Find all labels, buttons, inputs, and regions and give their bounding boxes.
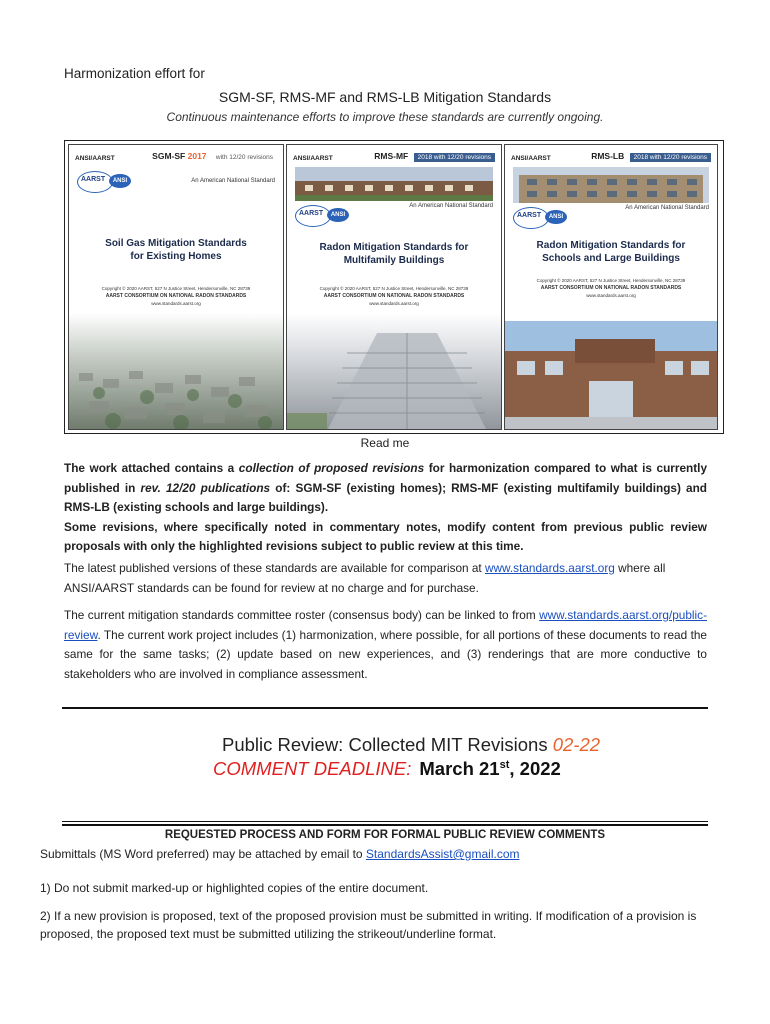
cover-code-line <box>152 151 277 161</box>
cover-revision: with 12/20 revisions <box>649 154 707 161</box>
cover-consortium: AARST CONSORTIUM ON NATIONAL RADON STANDARDS <box>105 293 247 300</box>
published-versions-paragraph <box>64 559 707 598</box>
cover-copyright-block <box>77 285 275 307</box>
cover-rms-lb <box>504 144 718 430</box>
para-text: The work attached contains a <box>64 461 239 475</box>
cover-url: www.standards.aarst.org <box>586 293 636 299</box>
submittals-text: Submittals (MS Word preferred) may be attached by email to <box>40 847 366 861</box>
standards-link[interactable]: www.standards.aarst.org <box>485 561 615 575</box>
cover-year: 2017 <box>187 151 207 161</box>
cover-title-line: Radon Mitigation Standards for <box>319 242 469 253</box>
divider <box>62 821 708 822</box>
cover-revision: with 12/20 revisions <box>215 154 273 161</box>
cover-copyright: Copyright © 2020 AARST, 527 N Justice Street, Hendersonville, NC 28739 <box>319 286 469 291</box>
cover-revision: with 12/20 revisions <box>433 154 491 161</box>
cover-header <box>511 151 711 167</box>
cover-year-band <box>630 153 711 162</box>
para-text: of: SGM-SF (existing homes); RMS-MF (existing multifamily buildings) and RMS-LB (existing schools and large buildings). <box>64 480 708 514</box>
document-title: SGM-SF, RMS-MF and RMS-LB Mitigation Standards <box>218 89 552 105</box>
instruction-item-1: 1) Do not submit marked-up or highlighted copies of the entire document. <box>40 881 429 895</box>
deadline-label: COMMENT DEADLINE: <box>213 758 412 779</box>
cover-sgm-sf <box>68 144 284 430</box>
comment-deadline <box>213 758 561 780</box>
cover-copyright: Copyright © 2020 AARST, 527 N Justice Street, Hendersonville, NC 28739 <box>101 286 251 291</box>
cover-copyright-block <box>295 285 493 307</box>
submittals-line <box>40 847 520 861</box>
cover-title <box>293 241 495 267</box>
tower-photo <box>287 313 501 430</box>
cover-url: www.standards.aarst.org <box>369 301 419 307</box>
aarst-ansi-logo <box>513 207 573 229</box>
aarst-logo-text: AARST <box>517 212 542 219</box>
cover-title-line: Radon Mitigation Standards for <box>536 240 686 251</box>
cover-copyright: Copyright © 2020 AARST, 527 N Justice Street, Hendersonville, NC 28739 <box>536 278 686 283</box>
deadline-date-year: , 2022 <box>509 758 561 779</box>
cover-images-panel <box>64 140 724 434</box>
cover-url: www.standards.aarst.org <box>151 301 201 307</box>
intro-paragraph <box>64 459 707 557</box>
public-review-title <box>222 734 600 756</box>
instruction-item-2: 2) If a new provision is proposed, text of the proposed provision must be submitted in writing. If modification of a provision is proposed, the proposed text must be submitted utilizing the strikeout/underline format. <box>40 909 697 941</box>
cover-consortium: AARST CONSORTIUM ON NATIONAL RADON STANDARDS <box>540 285 682 292</box>
cover-title-line: Soil Gas Mitigation Standards <box>105 238 247 249</box>
para-text: The current mitigation standards committee roster (consensus body) can be linked to from <box>64 608 540 622</box>
ansi-logo-text: ANSI <box>109 174 131 188</box>
office-building-photo <box>513 167 709 203</box>
cover-code-line <box>591 151 711 161</box>
american-standard-label: An American National Standard <box>409 203 493 209</box>
aarst-ansi-logo <box>77 171 137 193</box>
cover-header <box>293 151 495 167</box>
cover-org: ANSI/AARST <box>75 155 115 162</box>
aarst-logo-text: AARST <box>81 176 106 183</box>
cover-year-band <box>414 153 495 162</box>
cover-title-line: Schools and Large Buildings <box>542 253 680 264</box>
cover-year: 2018 <box>633 154 649 161</box>
review-tag: 02-22 <box>552 734 601 755</box>
cover-title-line: for Existing Homes <box>130 251 222 262</box>
para-emphasis: rev. 12/20 publications <box>140 480 271 495</box>
divider <box>62 824 708 826</box>
para-emphasis: collection of proposed revisions <box>238 461 425 475</box>
school-photo <box>505 311 717 430</box>
aarst-logo-text: AARST <box>299 210 324 217</box>
cover-org: ANSI/AARST <box>293 155 333 162</box>
cover-org: ANSI/AARST <box>511 155 551 162</box>
cover-title <box>75 237 277 263</box>
deadline-date <box>419 758 560 779</box>
review-title-text: Public Review: Collected MIT Revisions <box>222 734 553 755</box>
email-link[interactable]: StandardsAssist@gmail.com <box>365 847 520 861</box>
document-subtitle: Continuous maintenance efforts to improve these standards are currently ongoing. <box>166 110 604 124</box>
deadline-date-suffix: st <box>499 758 510 771</box>
cover-rms-mf <box>286 144 502 430</box>
cover-code: SGM-SF <box>152 151 186 161</box>
cover-consortium: AARST CONSORTIUM ON NATIONAL RADON STANDARDS <box>323 293 465 300</box>
cover-title <box>511 239 711 265</box>
read-me-caption: Read me <box>360 436 410 450</box>
cover-code: RMS-MF <box>374 151 409 161</box>
cover-header <box>75 151 277 167</box>
para-text: where all ANSI/AARST standards can be found for review at no charge and for purchase. <box>64 561 666 595</box>
revisions-note: Some revisions, where specifically noted in commentary notes, modify content from previous public review proposals with only the highlighted revisions subject to public review at this time. <box>64 519 707 553</box>
committee-paragraph <box>64 606 707 684</box>
para-text: . The current work project includes (1) harmonization, where possible, for all portions of these documents to read the same for the same tasks; (2) update based on new experiences, and (3) renderings that are more conductive to stakeholders who are involved in compliance assessment. <box>64 627 707 681</box>
public-review-link[interactable]: www.standards.aarst.org/public-review <box>64 608 707 642</box>
cover-code: RMS-LB <box>591 151 625 161</box>
ansi-logo-text: ANSI <box>327 208 349 222</box>
divider <box>62 707 708 709</box>
deadline-date-main: March 21 <box>419 758 500 779</box>
requested-process-heading: REQUESTED PROCESS AND FORM FOR FORMAL PUBLIC REVIEW COMMENTS <box>164 829 606 841</box>
para-text: for harmonization compared to what is currently published in <box>64 461 707 495</box>
apartment-photo <box>295 167 493 201</box>
neighborhood-photo <box>69 313 283 430</box>
cover-copyright-block <box>513 277 709 299</box>
ansi-logo-text: ANSI <box>545 210 567 224</box>
intro-text: Harmonization effort for <box>64 66 205 81</box>
american-standard-label: An American National Standard <box>191 178 275 184</box>
para-text: The latest published versions of these standards are available for comparison at <box>64 561 485 575</box>
cover-code-line <box>374 151 495 161</box>
cover-title-line: Multifamily Buildings <box>343 255 445 266</box>
aarst-ansi-logo <box>295 205 355 227</box>
cover-year: 2018 <box>417 154 433 161</box>
american-standard-label: An American National Standard <box>625 205 709 211</box>
